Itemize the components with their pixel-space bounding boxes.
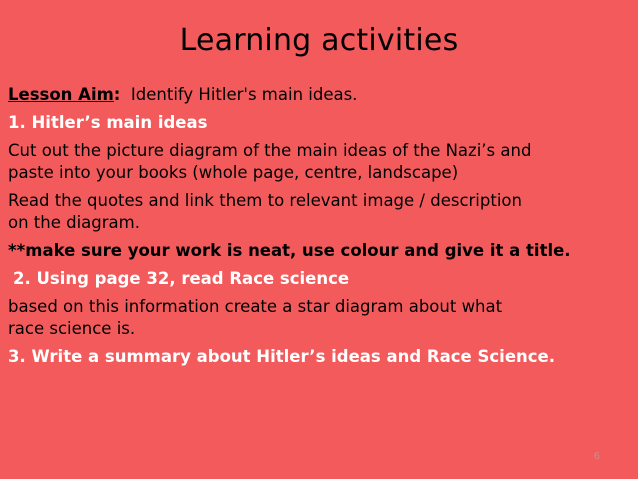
slide-title: Learning activities — [179, 23, 459, 58]
section-3-heading: 3. Write a summary about Hitler’s ideas and Race Science. — [8, 347, 555, 366]
section-1-paragraph-1-line-1: Cut out the picture diagram of the main ideas of the Nazi’s and — [8, 141, 532, 160]
section-1-paragraph-2-line-2: on the diagram. — [8, 213, 140, 232]
section-2-heading: 2. Using page 32, read Race science — [13, 269, 350, 288]
section-1-heading: 1. Hitler’s main ideas — [8, 113, 208, 132]
section-1-paragraph-1-line-2: paste into your books (whole page, centre, landscape) — [8, 163, 459, 182]
slide-body — [8, 84, 634, 368]
lesson-aim-colon: : — [113, 85, 121, 104]
lesson-aim-label: Lesson Aim — [8, 85, 114, 104]
section-2-paragraph-line-1: based on this information create a star diagram about what — [8, 297, 503, 316]
lesson-aim-text: Identify Hitler's main ideas. — [130, 85, 358, 104]
section-1-note: **make sure your work is neat, use colour and give it a title. — [8, 241, 571, 260]
section-1-paragraph-2-line-1: Read the quotes and link them to relevant image / description — [8, 191, 522, 210]
lesson-aim-line — [8, 84, 634, 106]
slide-number: 6 — [593, 451, 600, 462]
section-2-paragraph-line-2: race science is. — [8, 319, 136, 338]
